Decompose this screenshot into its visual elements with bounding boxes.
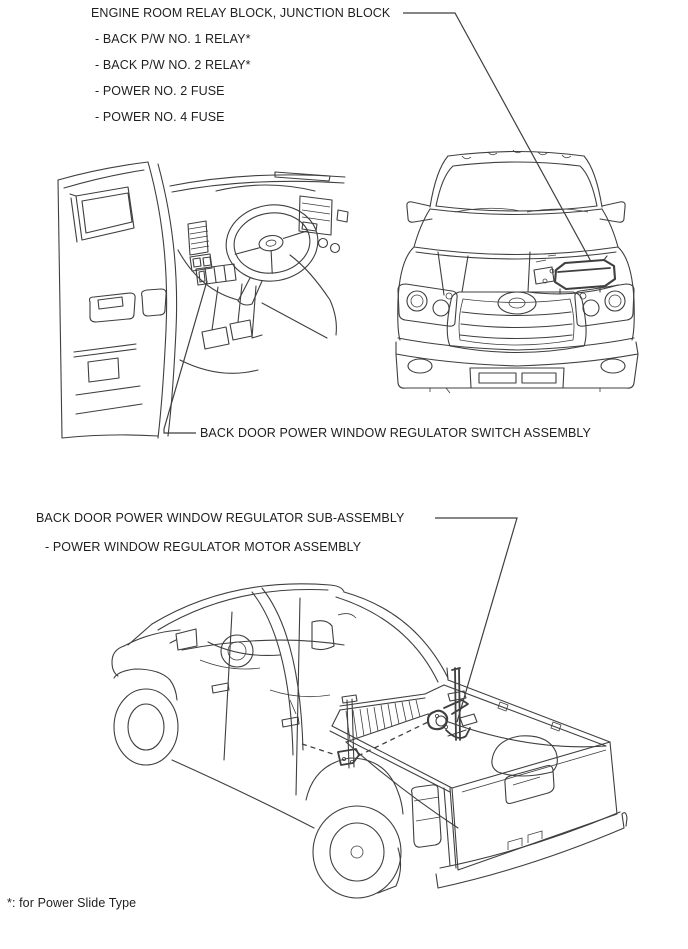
tailgate-shape — [452, 742, 617, 870]
left-fog-light-shape — [408, 359, 432, 373]
door-mirror-shape — [76, 187, 134, 240]
back-door-window-switch-shape — [196, 264, 236, 285]
toyota-emblem-shape — [498, 292, 536, 314]
regulator-motor-assembly-item: - POWER WINDOW REGULATOR MOTOR ASSEMBLY — [45, 540, 362, 554]
right-fog-light-shape — [601, 359, 625, 373]
leader-engine-room-relay-block — [403, 13, 594, 267]
back-pw-no1-relay-item: - BACK P/W NO. 1 RELAY* — [95, 32, 251, 46]
steering-wheel-shape — [221, 199, 323, 287]
taillight-shape — [412, 785, 441, 847]
back-door-switch-assembly-label: BACK DOOR POWER WINDOW REGULATOR SWITCH ASSEMBLY — [200, 426, 591, 440]
interior-steering-wheel-shape — [221, 635, 253, 667]
power-no2-fuse-item: - POWER NO. 2 FUSE — [95, 84, 225, 98]
leader-regulator-sub-assembly — [435, 518, 517, 722]
power-slide-type-footnote: *: for Power Slide Type — [7, 896, 137, 910]
engine-room-relay-block-label: ENGINE ROOM RELAY BLOCK, JUNCTION BLOCK — [91, 6, 391, 20]
power-no4-fuse-item: - POWER NO. 4 FUSE — [95, 110, 225, 124]
regulator-sub-assembly-label: BACK DOOR POWER WINDOW REGULATOR SUB-ASSEMBLY — [36, 511, 405, 525]
interior-illustration — [58, 162, 348, 438]
rear-truck-illustration — [112, 584, 627, 898]
front-truck-illustration — [396, 150, 638, 393]
back-pw-no2-relay-item: - BACK P/W NO. 2 RELAY* — [95, 58, 251, 72]
rear-view-side-mirror-shape — [170, 629, 197, 650]
grille-shape — [447, 292, 586, 353]
